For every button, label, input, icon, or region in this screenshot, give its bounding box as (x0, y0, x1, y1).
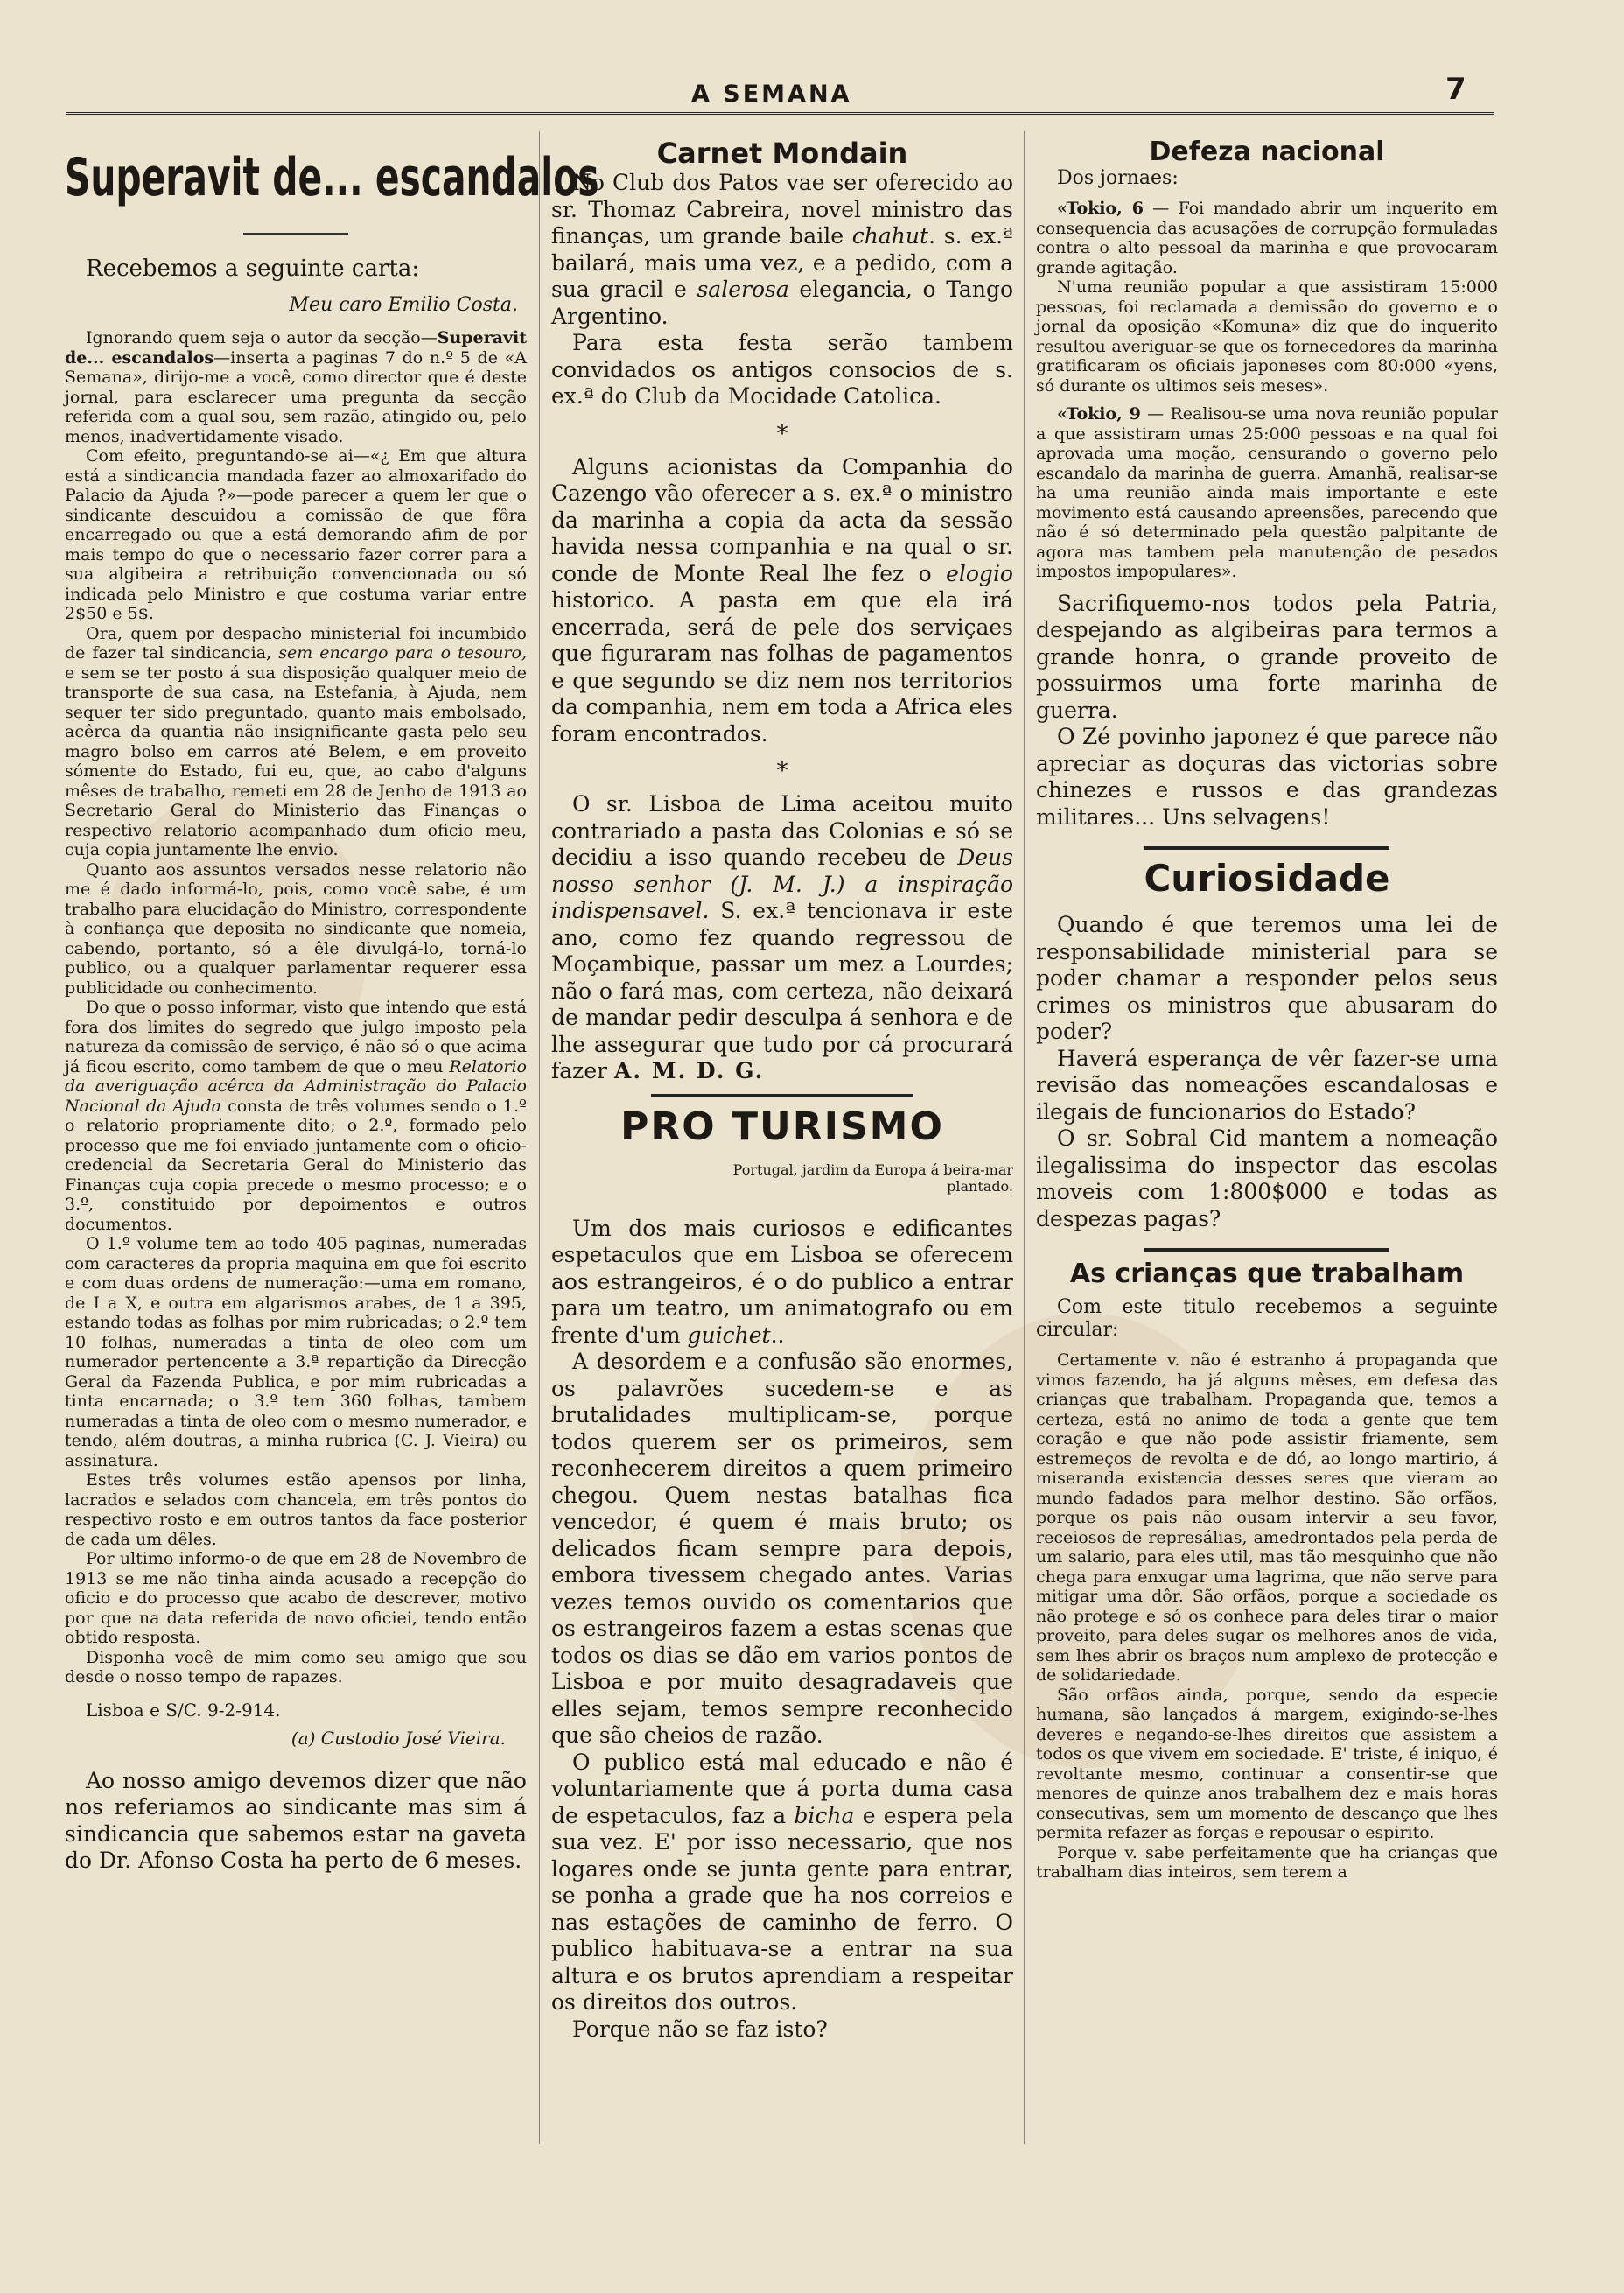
paragraph: O sr. Sobral Cid mantem a nomeação ilegalissima do inspector das escolas moveis com 1:800$000 e todas as despezas pagas? (1036, 1125, 1498, 1231)
section-rule (651, 1094, 914, 1097)
paragraph: Estes três volumes estão apensos por linha, lacrados e selados com chancela, em três pontos do respectivo rosto e em outros tantos da face posterior de cada um dêles. (65, 1470, 527, 1549)
text-run: consta de três volumes sendo o 1.º o relatorio propriamente dito; o 2.º, formado pelo processo que me foi enviado juntamente com o oficio-credencial da Secretaria Geral do Ministerio das Finanças cuja copia precede o mesmo processo; e o 3.º, constituido por depoimentos e outros documentos. (65, 1096, 527, 1234)
paragraph: Quando é que teremos uma lei de responsabilidade ministerial para se poder chamar a responder pelos seus crimes os ministros que abusaram do poder? (1036, 912, 1498, 1044)
text-run-italic: guichet (687, 1322, 771, 1348)
paragraph (551, 1750, 1013, 2016)
article-title-superavit: Superavit de... escandalos (65, 147, 599, 208)
paragraph: Para esta festa serão tambem convidados os antigos consocios de s. ex.ª do Club da Mocidade Catolica. (551, 330, 1013, 409)
text-run-italic: salerosa (696, 277, 789, 302)
paragraph: Porque v. sabe perfeitamente que ha crianças que trabalham dias inteiros, sem terem a (1036, 1842, 1498, 1882)
text-run: . s. ex.ª bailará, mais uma vez, e a pedido, com a sua gracil e (551, 223, 1013, 302)
paragraph: Com efeito, preguntando-se ai—«¿ Em que altura está a sindicancia mandada fazer ao almoxarifado do Palacio da Ajuda ?»—pode parecer a quem ler que o sindicante descuidou a comissão de que fôra encarregado ou que a está demorando afim de por mais tempo do que o necessario fazer correr para a sua algibeira a retribuição convencionada ou só indicada pelo Ministro e que costuma variar entre 2$50 e 5$. (65, 446, 527, 623)
text-run: O publico está mal educado e não é voluntariamente que á porta duma casa de espetaculos, faz a (551, 1749, 1013, 1828)
text-run: e sem se ter posto á sua disposição qualquer meio de transporte de sua casa, na Estefania, à Ajuda, nem sequer ter sido preguntado, quanto mais embolsado, acêrca da quantia não insignificante gasta pelo seu magro bolso em carros até Belem, e em proveito sómente do Estado, fui eu, que, ao cabo d'alguns mêses de trabalho, remeti em 28 de Jenho de 1913 ao Secretario Geral do Ministerio das Finanças o respectivo relatorio acompanhado dum oficio meu, cuja copia juntamente lhe envio. (65, 663, 527, 859)
text-run: O sr. Lisboa de Lima aceitou muito contrariado a pasta das Colonias e só se decidiu a isso quando recebeu de (551, 791, 1013, 870)
text-run: Ignorando quem seja o autor da secção— (86, 328, 438, 347)
section-title-defeza: Defeza nacional (1149, 137, 1385, 167)
text-run: Um dos mais curiosos e edificantes espetaculos que em Lisboa se oferecem aos estrangeiros, é o do publico a entrar para um teatro, um animatografo ou em frente d'um (551, 1215, 1013, 1348)
paragraph (1036, 404, 1498, 582)
text-run: Do que o posso informar, visto que intendo que está fora dos limites do segredo que julgo imposto pela natureza da comissão de serviço, é não só o que acima já ficou escrito, como tambem de que o meu (65, 998, 527, 1076)
section-rule (1144, 846, 1390, 850)
section-rule (1144, 1248, 1390, 1252)
text-run-italic: Relatorio da averiguação acêrca da Administração do Palacio Nacional da Ajuda (65, 1056, 527, 1116)
paragraph (1036, 199, 1498, 277)
text-run-italic: Deus nosso senhor (J. M. J.) a inspiração indispensavel. (551, 845, 1013, 923)
paragraph (551, 1216, 1013, 1350)
dateline: Lisboa e S/C. 9-2-914. (86, 1699, 281, 1721)
section-title-criancas: As crianças que trabalham (1069, 1259, 1465, 1289)
paragraph: Porque não se faz isto? (572, 2016, 828, 2042)
paragraph: Disponha você de mim como seu amigo que sou desde o nosso tempo de rapazes. (65, 1647, 527, 1686)
paragraph: São orfãos ainda, porque, sendo da especie humana, são lançados á margem, exigindo-se-lhes deveres e negando-se-lhes direitos que assistem a todos os que vivem em sociedade. E' triste, é iniquo, é revoltante mesmo, continuar a consentir-se que menores de quinze anos trabalhem dez e mais horas consecutivas, sem um momento de descanço que lhes permita refazer as forças e repousar o espirito. (1036, 1685, 1498, 1842)
column-separator (539, 131, 540, 2144)
text-run: Alguns acionistas da Companhia do Cazengo vão oferecer a s. ex.ª o ministro da marinha a copia da acta da sessão havida nessa companhia e na qual o sr. conde de Monte Real lhe fez o (551, 453, 1013, 586)
paragraph: Haverá esperança de vêr fazer-se uma revisão das nomeações escandalosas e ilegais de funcionarios do Estado? (1036, 1045, 1498, 1125)
paragraph (551, 170, 1013, 330)
text-run-bold: «Tokio, 6 (1057, 199, 1144, 218)
text-run: —inserta a paginas 7 do n.º 5 de «A Semana», dirijo-me a você, como director que é deste jornal, para esclarecer uma pregunta da secção referida com a qual sou, sem razão, atingido ou, pelo menos, inadvertidamente visado. (65, 347, 527, 446)
salutation: Meu caro Emilio Costa. (289, 294, 518, 316)
paragraph: Por ultimo informo-o de que em 28 de Novembro de 1913 se me não tinha ainda acusado a recepção do oficio e do processo que acabo de descrever, motivo por que na data referida de novo oficiei, tendo então obtido resposta. (65, 1549, 527, 1647)
text-run: Ora, quem por despacho ministerial foi incumbido de fazer tal sindicancia, (65, 623, 527, 663)
page-number: 7 (1446, 72, 1466, 107)
column-3 (1036, 137, 1498, 2149)
text-run: — Realisou-se uma nova reunião popular a que assistiram umas 25:000 pessoas e na qual foi aprovada uma moção, censurando o governo pelo escandalo da marinha de guerra. Amanhã, realisar-se ha uma reunião ainda mais importante e este movimento está causando apreensões, parecendo que não é só determinado pela questão palpitante de agora mas tambem pela manutenção de pesados impostos impopulares». (1036, 404, 1498, 581)
asterisk-separator: * (776, 420, 788, 447)
running-title: A SEMANA (691, 81, 852, 108)
paragraph: O 1.º volume tem ao todo 405 paginas, numeradas com caracteres da propria maquina em que foi escrito e com duas ordens de numeração:—uma em romano, de I a X, e outra em algarismos arabes, de 1 a 395, estando todas as folhas por mim rubricadas; o 2.º tem 10 folhas, numeradas a tinta de oleo com um numerador pertencente a 3.ª repartição da Direcção Geral da Fazenda Publica, e por mim rubricadas a tinta encarnada; o 3.º tem 360 folhas, tambem numeradas a tinta de oleo com o mesmo numerador, e tendo, além doutras, a minha rubrica (C. J. Vieira) ou assinatura. (65, 1234, 527, 1470)
epigraph: Portugal, jardim da Europa á beira-mar plantado. (732, 1161, 1013, 1195)
intro-line: Recebemos a seguinte carta: (86, 256, 420, 282)
paragraph: Sacrifiquemo-nos todos pela Patria, despejando as algibeiras para termos a grande honra, o grande proveito de possuirmos uma forte marinha de guerra. (1036, 590, 1498, 723)
asterisk-separator: * (776, 758, 788, 784)
signature: (a) Custodio José Vieira. (290, 1727, 506, 1749)
text-run-italic: sem encargo para o tesouro, (278, 643, 527, 663)
text-run-italic: chahut (851, 223, 929, 249)
paragraph (65, 328, 527, 446)
text-run: .. (770, 1322, 785, 1348)
paragraph (65, 624, 527, 860)
paragraph (551, 791, 1013, 1085)
text-run: — Foi mandado abrir um inquerito em consequencia das acusações de corrupção formuladas contra o alto pessoal da marinha e que provocaram grande agitação. (1036, 199, 1498, 277)
paragraph (551, 454, 1013, 748)
section-title-carnet: Carnet Mondain (656, 137, 908, 170)
paragraph: O Zé povinho japonez é que parece não apreciar as doçuras das victorias sobre chinezes e russos e das grandezas militares... Uns selvagens! (1036, 724, 1498, 830)
intro-line: Com este titulo recebemos a seguinte circular: (1036, 1296, 1498, 1341)
text-run: S. ex.ª tencionava ir este ano, como fez quando regressou de Moçambique, passar um mez a Lourdes; não o fará mas, com certeza, não deixará de mandar pedir desculpa á senhora e de lhe assegurar que tudo por cá procurará fazer (551, 898, 1013, 1083)
title-rule (243, 233, 348, 235)
text-run: historico. A pasta em que ela irá encerrada, será de pele dos serviçaes que figuraram nas folhas de pagamentos e que segundo se diz nem nos territorios da companhia, nem em toda a Africa eles foram encontrados. (551, 587, 1013, 747)
text-run: No Club dos Patos vae ser oferecido ao sr. Thomaz Cabreira, novel ministro das finanças, um grande baile (551, 170, 1013, 249)
paragraph: A desordem e a confusão são enormes, os palavrões sucedem-se e as brutalidades multiplicam-se, porque todos querem ser os primeiros, sem reconhecerem direitos a quem primeiro chegou. Quem nestas batalhas fica vencedor, é quem é mais bruto; os delicados ficam sempre para depois, embora tivessem chegado antes. Varias vezes temos ouvido os comentarios que os estrangeiros fazem a estas scenas que todos os dias se dão em varios pontos de Lisboa e por muito desagradaveis que elles sejam, temos sempre reconhecido que são cheios de razão. (551, 1349, 1013, 1748)
text-run: elegancia, o Tango Argentino. (551, 277, 1013, 329)
header-rule (66, 112, 1494, 115)
text-run: e espera pela sua vez. E' por isso necessario, que nos logares onde se junta gente para entrar, se ponha a grade que ha nos correios e nas estações de caminho de ferro. O publico habituava-se a entrar na sua altura e os brutos aprendiam a respeitar os direitos dos outros. (551, 1802, 1013, 2015)
paragraph: Certamente v. não é estranho á propaganda que vimos fazendo, ha já alguns mêses, em defesa das crianças que trabalham. Propaganda que, temos a certeza, está no animo de toda a gente que tem coração e que não pode assistir friamente, sem estremeços de revolta e de dó, ao longo martirio, á miseranda existencia desses seres que vieram ao mundo fadados para melhor destino. São orfãos, porque os pais não ousam intervir a seu favor, receiosos de represálias, amedrontados pela perda de um salario, para eles util, mas tão mesquinho que não chega para enxugar uma lagrima, que não serve para mitigar uma dôr. São orfãos, porque a sociedade os não protege e só os conhece para deles tirar o maior proveito, para deles sugar os melhores anos de vida, sem lhes abrir os braços num amplexo de protecção e de solidariedade. (1036, 1350, 1498, 1685)
text-run-italic: bicha (794, 1802, 855, 1828)
paragraph: N'uma reunião popular a que assistiram 15:000 pessoas, foi reclamada a demissão do governo e o jornal da oposição «Komuna» diz que do inquerito resultou averiguar-se que os fornecedores da marinha gratificaram os oficiais japoneses com 80:000 «yens, só durante os ultimos seis meses». (1036, 277, 1498, 396)
text-run-bold: «Tokio, 9 (1057, 404, 1141, 424)
text-run-bold: Superavit de... escandalos (65, 328, 527, 368)
text-run-bold: A. M. D. G. (614, 1058, 765, 1083)
intro-line: Dos jornaes: (1057, 167, 1179, 189)
column-2 (551, 137, 1013, 2149)
editor-reply: Ao nosso amigo devemos dizer que não nos referiamos ao sindicante mas sim á sindicancia que sabemos estar na gaveta do Dr. Afonso Costa ha perto de 6 meses. (65, 1767, 527, 1873)
column-separator (1024, 131, 1025, 2144)
text-run-italic: elogio (946, 560, 1013, 586)
column-1 (65, 137, 599, 2149)
section-title-curiosidade: Curiosidade (1144, 857, 1390, 900)
paragraph (65, 998, 527, 1234)
section-title-pro-turismo: PRO TURISMO (620, 1104, 944, 1149)
paragraph: Quanto aos assuntos versados nesse relatorio não me é dado informá-lo, pois, como você sabe, é um trabalho para elucidação do Ministro, correspondente à confiança que deposita no sindicante que nomeia, cabendo, portanto, só a êle divulgá-lo, torná-lo publico, ou a qualquer parlamentar requerer essa publicidade ou conhecimento. (65, 859, 527, 998)
